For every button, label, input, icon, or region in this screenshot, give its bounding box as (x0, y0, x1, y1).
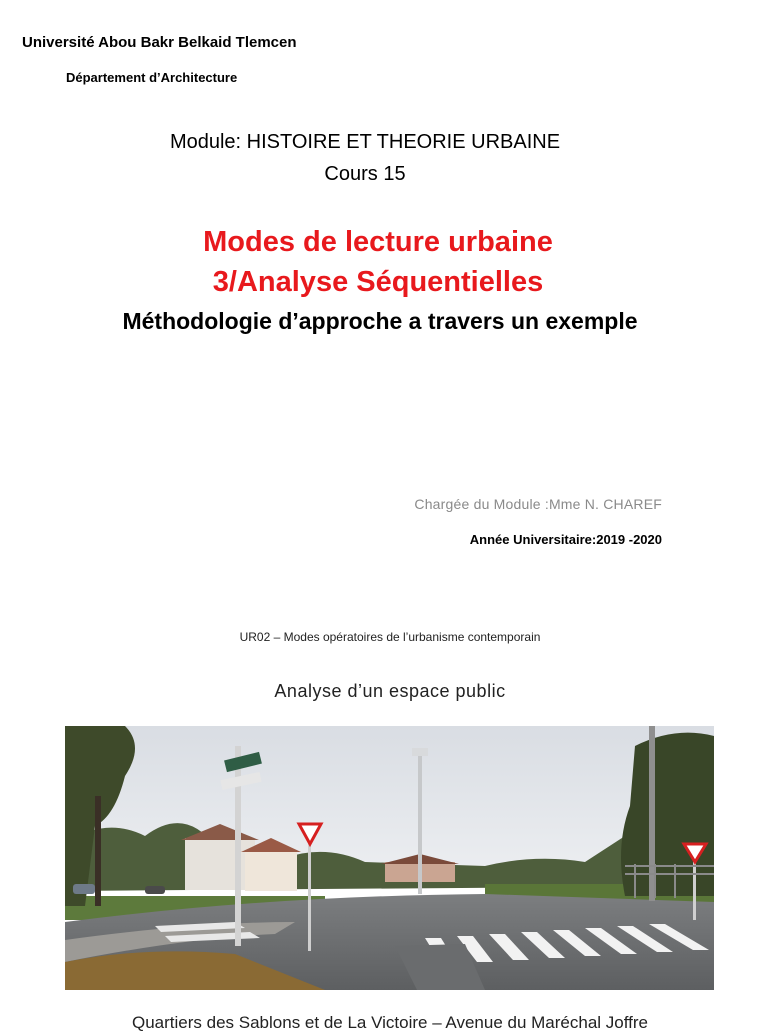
department-name: Département d’Architecture (66, 70, 238, 85)
signpost (235, 746, 241, 946)
street-photo (65, 726, 714, 990)
light-pole (418, 754, 422, 894)
course-number: Cours 15 (324, 163, 406, 185)
photo-caption: Quartiers des Sablons et de La Victoire – Avenue du Maréchal Joffre (132, 1013, 648, 1032)
module-title: Module: HISTOIRE ET THEORIE URBAINE (169, 131, 561, 153)
main-title-line2: 3/Analyse Séquentielles (212, 266, 544, 298)
car (73, 884, 95, 894)
slide-header: UR02 – Modes opératoires de l’urbanisme contemporain (239, 630, 541, 644)
slide-title: Analyse d’un espace public (274, 681, 506, 701)
subtitle: Méthodologie d’approche a travers un exemple (122, 308, 638, 334)
house-left (185, 838, 255, 890)
university-name: Université Abou Bakr Belkaid Tlemcen (22, 34, 297, 51)
main-title-line1: Modes de lecture urbaine (203, 226, 553, 258)
academic-year: Année Universitaire:2019 -2020 (469, 532, 662, 547)
module-lecturer: Chargée du Module :Mme N. CHAREF (414, 496, 662, 512)
